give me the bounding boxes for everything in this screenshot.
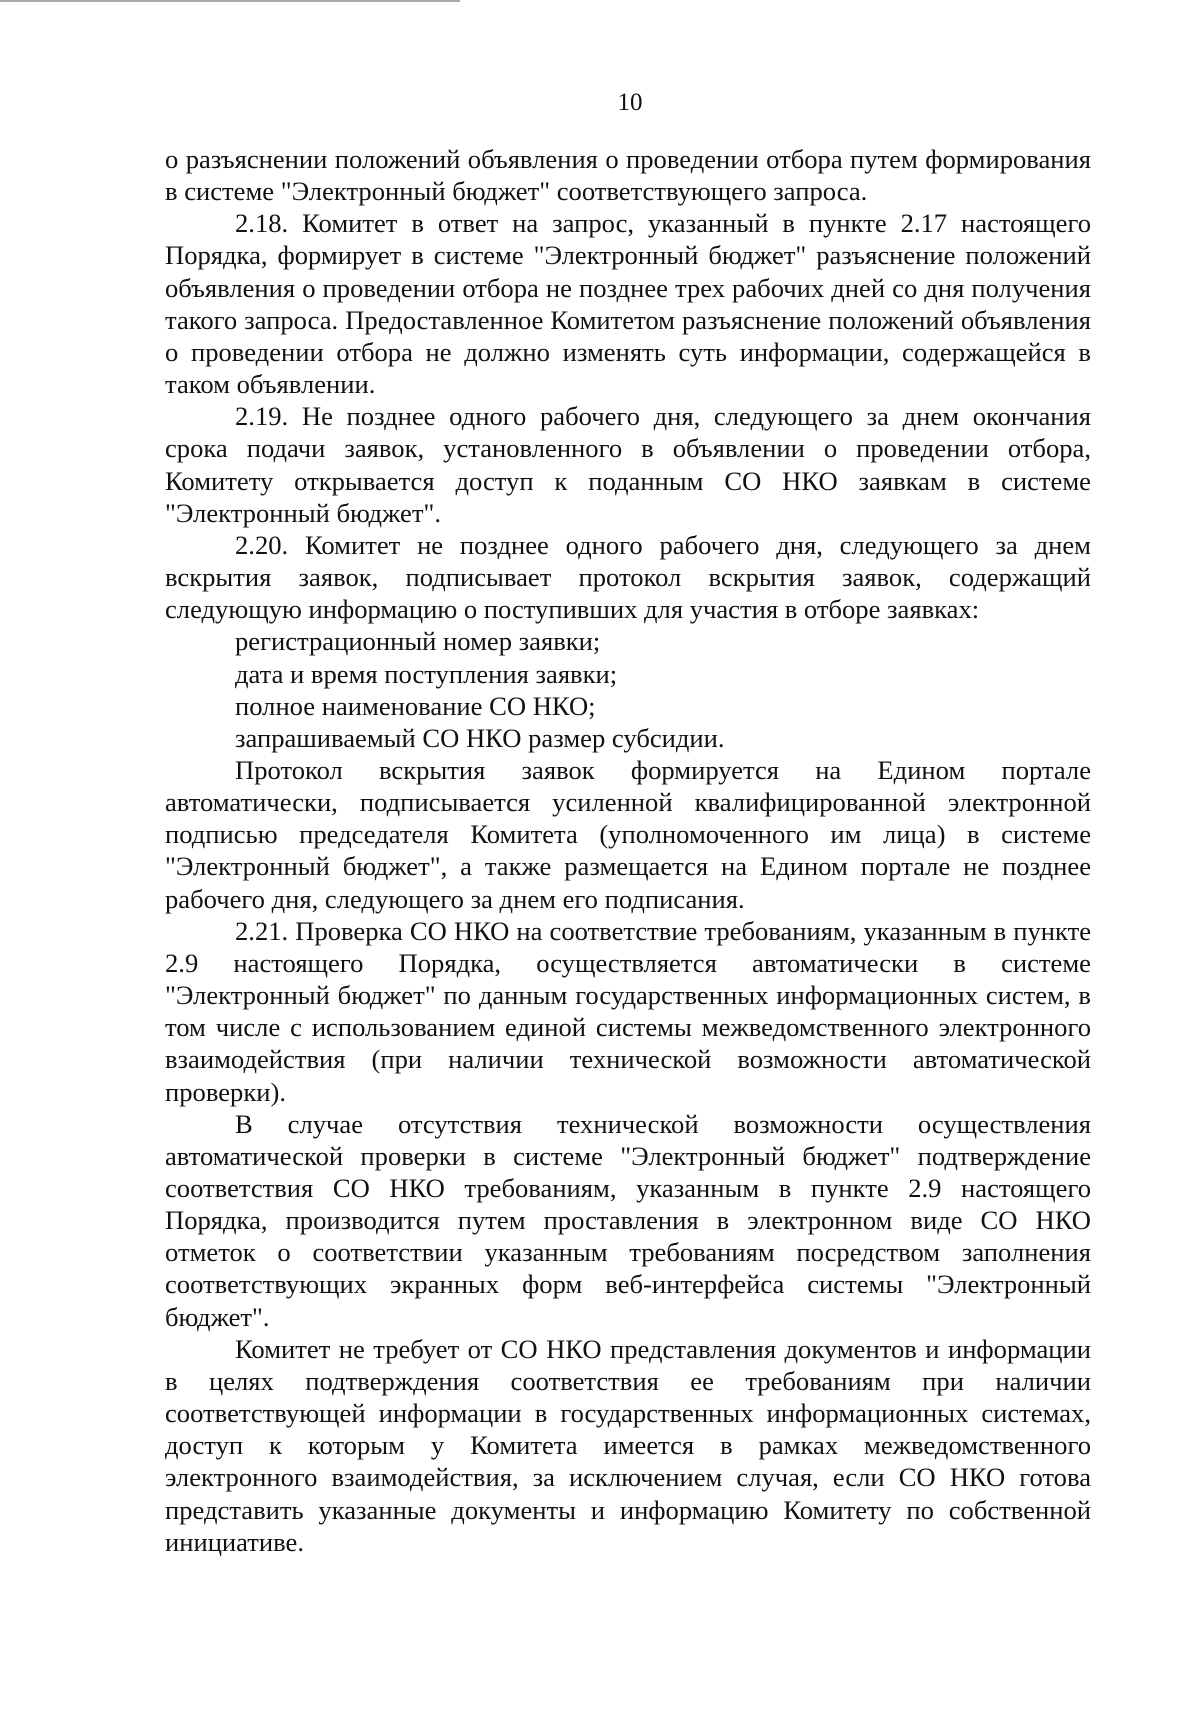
paragraph-continuation: о разъяснении положений объявления о проведении отбора путем формирования в системе "Электронный бюджет" соответствующего запроса. [165,144,1091,207]
list-item-full-name: полное наименование СО НКО; [235,690,596,721]
paragraph-2-20: 2.20. Комитет не позднее одного рабочего дня, следующего за днем вскрытия заявок, подписывает протокол вскрытия заявок, содержащий следующую информацию о поступивших для участия в отборе заявках: [165,529,1091,625]
paragraph-committee-not-require: Комитет не требует от СО НКО представления документов и информации в целях подтверждения соответствия ее требованиям при наличии соответствующей информации в государственных информационных системах, доступ к которым у Комитета имеется в рамках межведомственного электронного взаимодействия, за исключением случая, если СО НКО готова представить указанные документы и информацию Комитету по собственной инициативе. [165,1333,1091,1557]
document-body [165,143,1091,1558]
paragraph-no-technical-possibility: В случае отсутствия технической возможности осуществления автоматической проверки в системе "Электронный бюджет" подтверждение соответствия СО НКО требованиям, указанным в пункте 2.9 настоящего Порядка, производится путем проставления в электронном виде СО НКО отметок о соответствии указанным требованиям посредством заполнения соответствующих экранных форм веб-интерфейса системы "Электронный бюджет". [165,1108,1091,1332]
paragraph-2-19: 2.19. Не позднее одного рабочего дня, следующего за днем окончания срока подачи заявок, установленного в объявлении о проведении отбора, Комитету открывается доступ к поданным СО НКО заявкам в системе "Электронный бюджет". [165,401,1091,528]
paragraph-2-18: 2.18. Комитет в ответ на запрос, указанный в пункте 2.17 настоящего Порядка, формирует в системе "Электронный бюджет" разъяснение положений объявления о проведении отбора не позднее трех рабочих дней со дня получения такого запроса. Предоставленное Комитетом разъяснение положений объявления о проведении отбора не должно изменять суть информации, содержащейся в таком объявлении. [165,208,1091,400]
list-item-subsidy-amount: запрашиваемый СО НКО размер субсидии. [235,722,725,753]
list-item-date-time: дата и время поступления заявки; [235,658,618,689]
paragraph-2-21: 2.21. Проверка СО НКО на соответствие требованиям, указанным в пункте 2.9 настоящего Порядка, осуществляется автоматически в системе "Электронный бюджет" по данным государственных информационных систем, в том числе с использованием единой системы межведомственного электронного взаимодействия (при наличии технической возможности автоматической проверки). [165,915,1091,1107]
paragraph-protocol: Протокол вскрытия заявок формируется на Едином портале автоматически, подписывается усиленной квалифицированной электронной подписью председателя Комитета (уполномоченного им лица) в системе "Электронный бюджет", а также размещается на Едином портале не позднее рабочего дня, следующего за днем его подписания. [165,754,1091,914]
scan-edge-line [0,0,460,2]
page-number: 10 [617,89,643,116]
list-item-registration-number: регистрационный номер заявки; [235,626,601,657]
